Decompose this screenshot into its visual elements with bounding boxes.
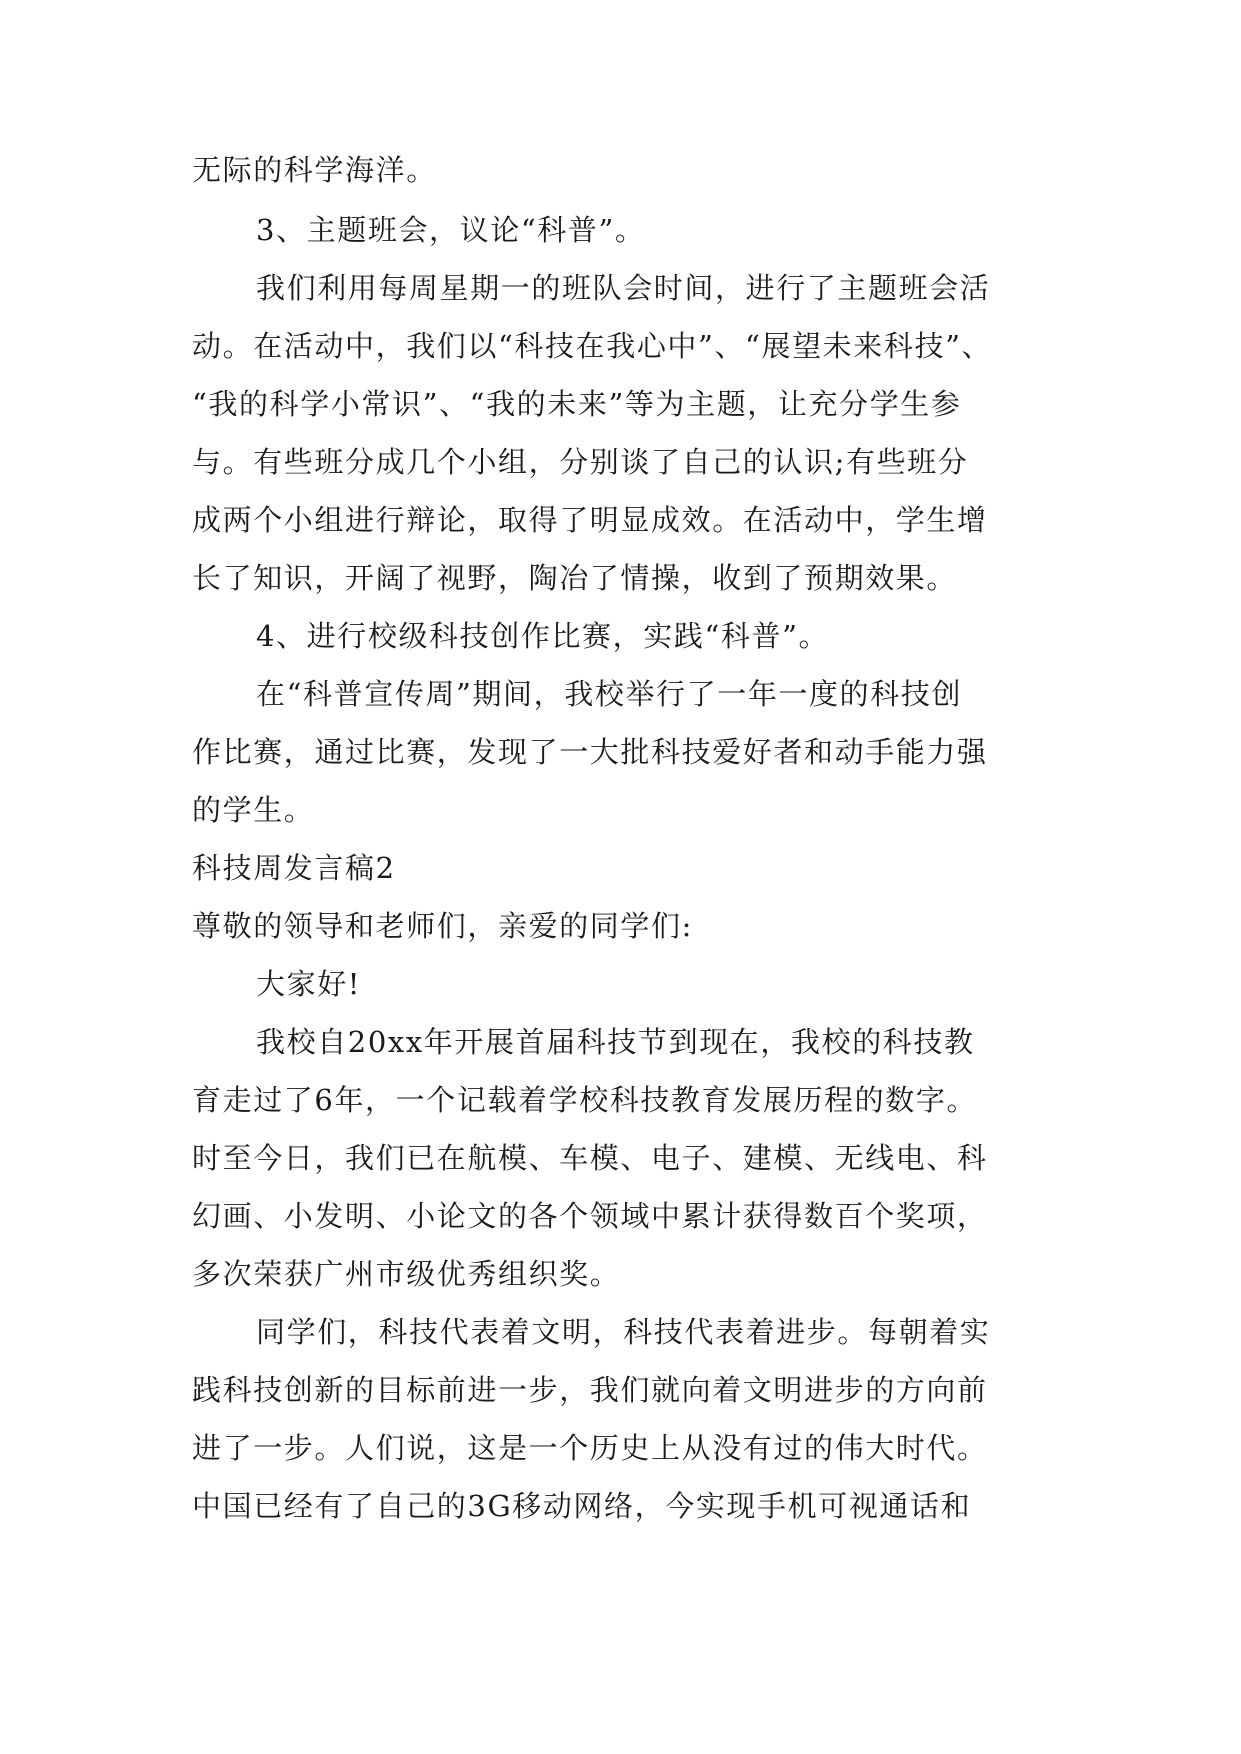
text-line: 践科技创新的目标前进一步，我们就向着文明进步的方向前 xyxy=(192,1373,988,1407)
greeting: 大家好! xyxy=(256,967,362,1001)
text-line: 进了一步。人们说，这是一个历史上从没有过的伟大时代。 xyxy=(192,1431,988,1465)
text-line: 无际的科学海洋。 xyxy=(192,153,437,187)
text-line: 我们利用每周星期一的班队会时间，进行了主题班会活 xyxy=(256,271,991,305)
section-heading: 3、主题班会，议论“科普”。 xyxy=(256,213,646,247)
text-line: 的学生。 xyxy=(192,793,315,827)
text-line: 长了知识，开阔了视野，陶冶了情操，收到了预期效果。 xyxy=(192,561,958,595)
text-line: 多次荣获广州市级优秀组织奖。 xyxy=(192,1257,621,1291)
salutation: 尊敬的领导和老师们，亲爱的同学们: xyxy=(192,909,693,943)
text-line: 同学们，科技代表着文明，科技代表着进步。每朝着实 xyxy=(256,1315,991,1349)
text-line: 幻画、小发明、小论文的各个领域中累计获得数百个奖项， xyxy=(192,1199,988,1233)
text-line: 动。在活动中，我们以“科技在我心中”、“展望未来科技”、 xyxy=(192,329,993,363)
section-heading: 4、进行校级科技创作比赛，实践“科普”。 xyxy=(256,619,830,653)
document-title: 科技周发言稿2 xyxy=(192,851,396,885)
text-line: “我的科学小常识”、“我的未来”等为主题，让充分学生参 xyxy=(192,387,962,421)
text-line: 在“科普宣传周”期间，我校举行了一年一度的科技创 xyxy=(256,677,963,711)
text-line: 中国已经有了自己的3G移动网络，今实现手机可视通话和 xyxy=(192,1489,972,1523)
text-line: 时至今日，我们已在航模、车模、电子、建模、无线电、科 xyxy=(192,1141,988,1175)
text-line: 与。有些班分成几个小组，分别谈了自己的认识;有些班分 xyxy=(192,445,969,479)
text-line: 我校自20xx年开展首届科技节到现在，我校的科技教 xyxy=(256,1025,975,1059)
text-line: 育走过了6年，一个记载着学校科技教育发展历程的数字。 xyxy=(192,1083,978,1117)
text-line: 成两个小组进行辩论，取得了明显成效。在活动中，学生增 xyxy=(192,503,988,537)
text-line: 作比赛，通过比赛，发现了一大批科技爱好者和动手能力强 xyxy=(192,735,988,769)
